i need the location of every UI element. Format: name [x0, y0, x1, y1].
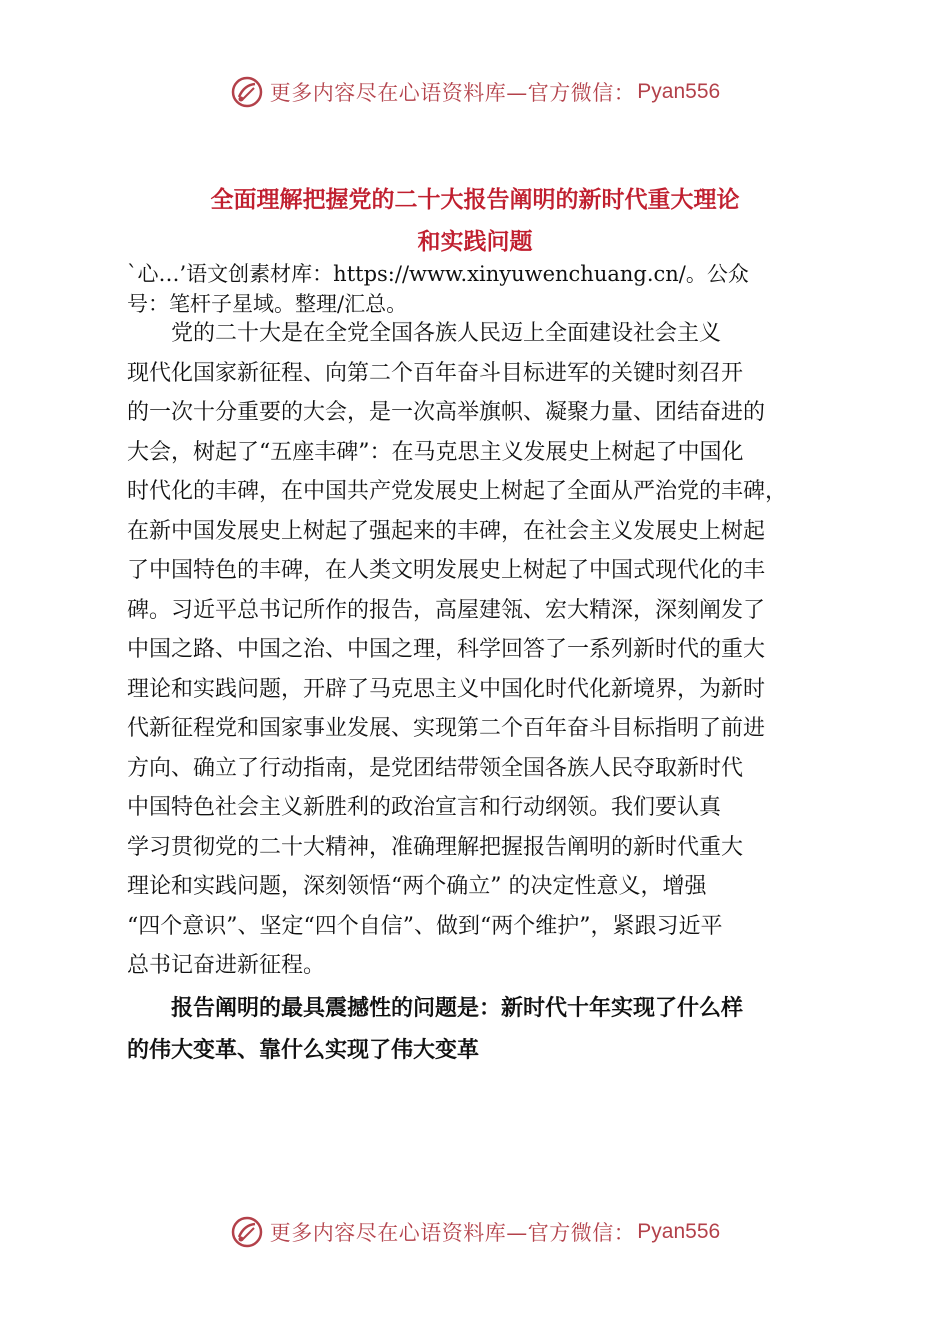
source-line: 号：笔杆子星域。整理/汇总。	[127, 292, 408, 316]
heading-line: 的伟大变革、靠什么实现了伟大变革	[127, 1038, 480, 1063]
paragraph-line: 中国特色社会主义新胜利的政治宣言和行动纲领。我们要认真	[127, 795, 722, 820]
paragraph-line: 大会，树起了“五座丰碑”：在马克思主义发展史上树起了中国化	[127, 439, 744, 465]
paragraph-line: 的一次十分重要的大会，是一次高举旗帜、凝聚力量、团结奋进的	[127, 400, 766, 425]
document-title-line1: 全面理解把握党的二十大报告阐明的新时代重大理论	[210, 187, 740, 213]
header-banner	[0, 72, 950, 112]
banner-text: 更多内容尽在心语资料库—官方微信：	[269, 1221, 636, 1245]
footer-banner	[0, 1212, 950, 1252]
banner-text: 更多内容尽在心语资料库—官方微信：	[269, 81, 636, 105]
paragraph-line: 理论和实践问题，开辟了马克思主义中国化时代化新境界，为新时	[127, 676, 766, 702]
heading-line: 报告阐明的最具震撼性的问题是：新时代十年实现了什么样	[127, 996, 744, 1021]
paragraph-line: 理论和实践问题，深刻领悟“两个确立” 的决定性意义，增强	[127, 874, 707, 899]
body-paragraph	[127, 314, 847, 986]
banner-handle: Pyan556	[637, 1220, 721, 1243]
document-title-line2: 和实践问题	[417, 229, 533, 255]
paragraph-line: 了中国特色的丰碑，在人类文明发展史上树起了中国式现代化的丰	[127, 558, 766, 583]
paragraph-line: 时代化的丰碑，在中国共产党发展史上树起了全面从严治党的丰碑，	[127, 479, 788, 504]
paragraph-line: 方向、确立了行动指南，是党团结带领全国各族人民夺取新时代	[127, 755, 744, 781]
paragraph-line: 中国之路、中国之治、中国之理，科学回答了一系列新时代的重大	[127, 637, 766, 662]
paragraph-line: 碑。习近平总书记所作的报告，高屋建瓴、宏大精深，深刻阐发了	[127, 597, 766, 623]
paragraph-line: 代新征程党和国家事业发展、实现第二个百年奋斗目标指明了前进	[127, 716, 766, 741]
paragraph-line: 党的二十大是在全党全国各族人民迈上全面建设社会主义	[127, 321, 722, 346]
source-note	[127, 259, 847, 319]
logo-icon	[230, 1215, 264, 1249]
source-line: `心…’语文创素材库：https://www.xinyuwenchuang.cn/。公众	[127, 262, 749, 286]
section-heading	[127, 988, 847, 1072]
paragraph-line: 总书记奋进新征程。	[127, 953, 326, 978]
paragraph-line: “四个意识”、坚定“四个自信”、做到“两个维护”，紧跟习近平	[127, 913, 723, 939]
logo-icon	[230, 75, 264, 109]
banner-handle: Pyan556	[637, 80, 721, 103]
paragraph-line: 学习贯彻党的二十大精神，准确理解把握报告阐明的新时代重大	[127, 834, 744, 860]
paragraph-line: 现代化国家新征程、向第二个百年奋斗目标进军的关键时刻召开	[127, 360, 744, 386]
paragraph-line: 在新中国发展史上树起了强起来的丰碑，在社会主义发展史上树起	[127, 518, 766, 544]
